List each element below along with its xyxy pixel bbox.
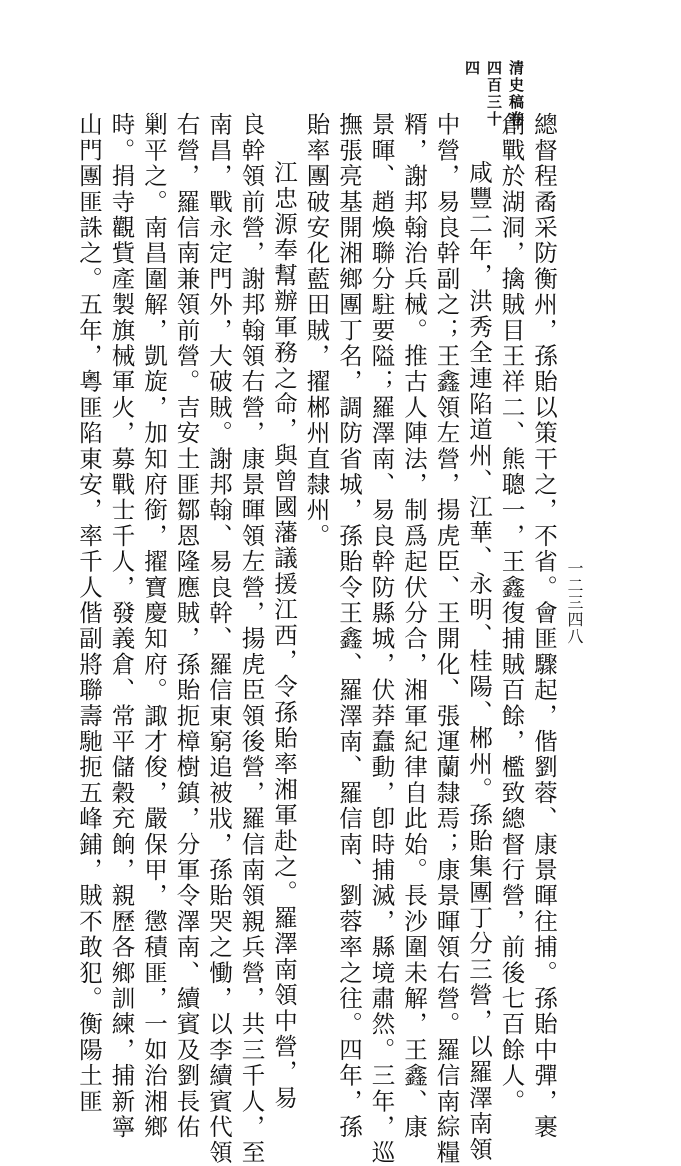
text-column: 撫張亮基開湘鄉團丁名，調防省城，孫貽令王鑫、羅澤南、羅信南、劉蓉率之往。四年，孫	[335, 112, 363, 1140]
text-column: 景暉、趙煥聯分駐要隘；羅澤南、易良幹防縣城，伏莽蠢動，卽時捕滅，縣境肅然。三年，巡	[367, 112, 396, 1166]
text-column: 南昌，戰永定門外，大破賊。謝邦翰、易良幹、羅信東窮追被戕，孫貽哭之慟，以李續賓代領	[205, 112, 233, 1166]
running-head	[0, 0, 681, 130]
text-column: 糈，謝邦翰治兵械。推古人陣法，制爲起伏分合，湘軍紀律自此始。長沙圍未解，王鑫、康	[400, 112, 428, 1140]
text-column: 總督程矞采防衡州，孫貽以策干之，不省。會匪驟起，偕劉蓉、康景暉往捕。孫貽中彈，裹	[530, 112, 558, 1140]
text-column: 江忠源奉幫辦軍務之命，與曾國藩議援江西，令孫貽率湘軍赴之。羅澤南領中營，易	[270, 160, 298, 1111]
text-column: 中營，易良幹副之；王鑫領左營，揚虎臣、王開化、張運蘭隸焉；康景暉領右營。羅信南綜糧	[432, 112, 461, 1166]
main-text-block	[75, 112, 560, 1166]
text-column: 時。捐寺觀貲產製旗械軍火，募戰士千人，發義倉、常平儲穀充餉，親歷各鄉訓練，捕新寧	[107, 112, 136, 1140]
text-column: 咸豐二年，洪秀全連陷道州、江華、永明、桂陽、郴州。孫貽集團丁分三營，以羅澤南領	[465, 160, 493, 1163]
text-column: 右營，羅信南兼領前營。吉安土匪鄒恩隆應賊，孫貽扼樟樹鎮，分軍令澤南、續賓及劉長佑	[172, 112, 201, 1140]
text-column: 創戰於湖洞，擒賊目王祥二、熊聰一，王鑫復捕賊百餘，檻致總督行營，前後七百餘人。	[497, 112, 526, 1115]
text-column: 山門團匪誅之。五年，粵匪陷東安，率千人偕副將聯壽馳扼五峰鋪，賊不敢犯。衡陽土匪	[75, 112, 103, 1115]
page-number: 一二三四八	[565, 560, 584, 645]
text-column: 良幹領前營，謝邦翰領右營，康景暉領左營，揚虎臣領後營，羅信南領親兵營，共三千人，至	[237, 112, 266, 1166]
text-column: 剿平之。南昌圍解，凱旋，加知府銜，擢寶慶知府。諏才俊，嚴保甲，懲積匪，一如治湘鄉	[140, 112, 168, 1140]
book-title: 清史稿卷四百三十四	[463, 60, 525, 128]
text-column: 貽率團破安化藍田賊，擢郴州直隸州。	[302, 112, 331, 549]
